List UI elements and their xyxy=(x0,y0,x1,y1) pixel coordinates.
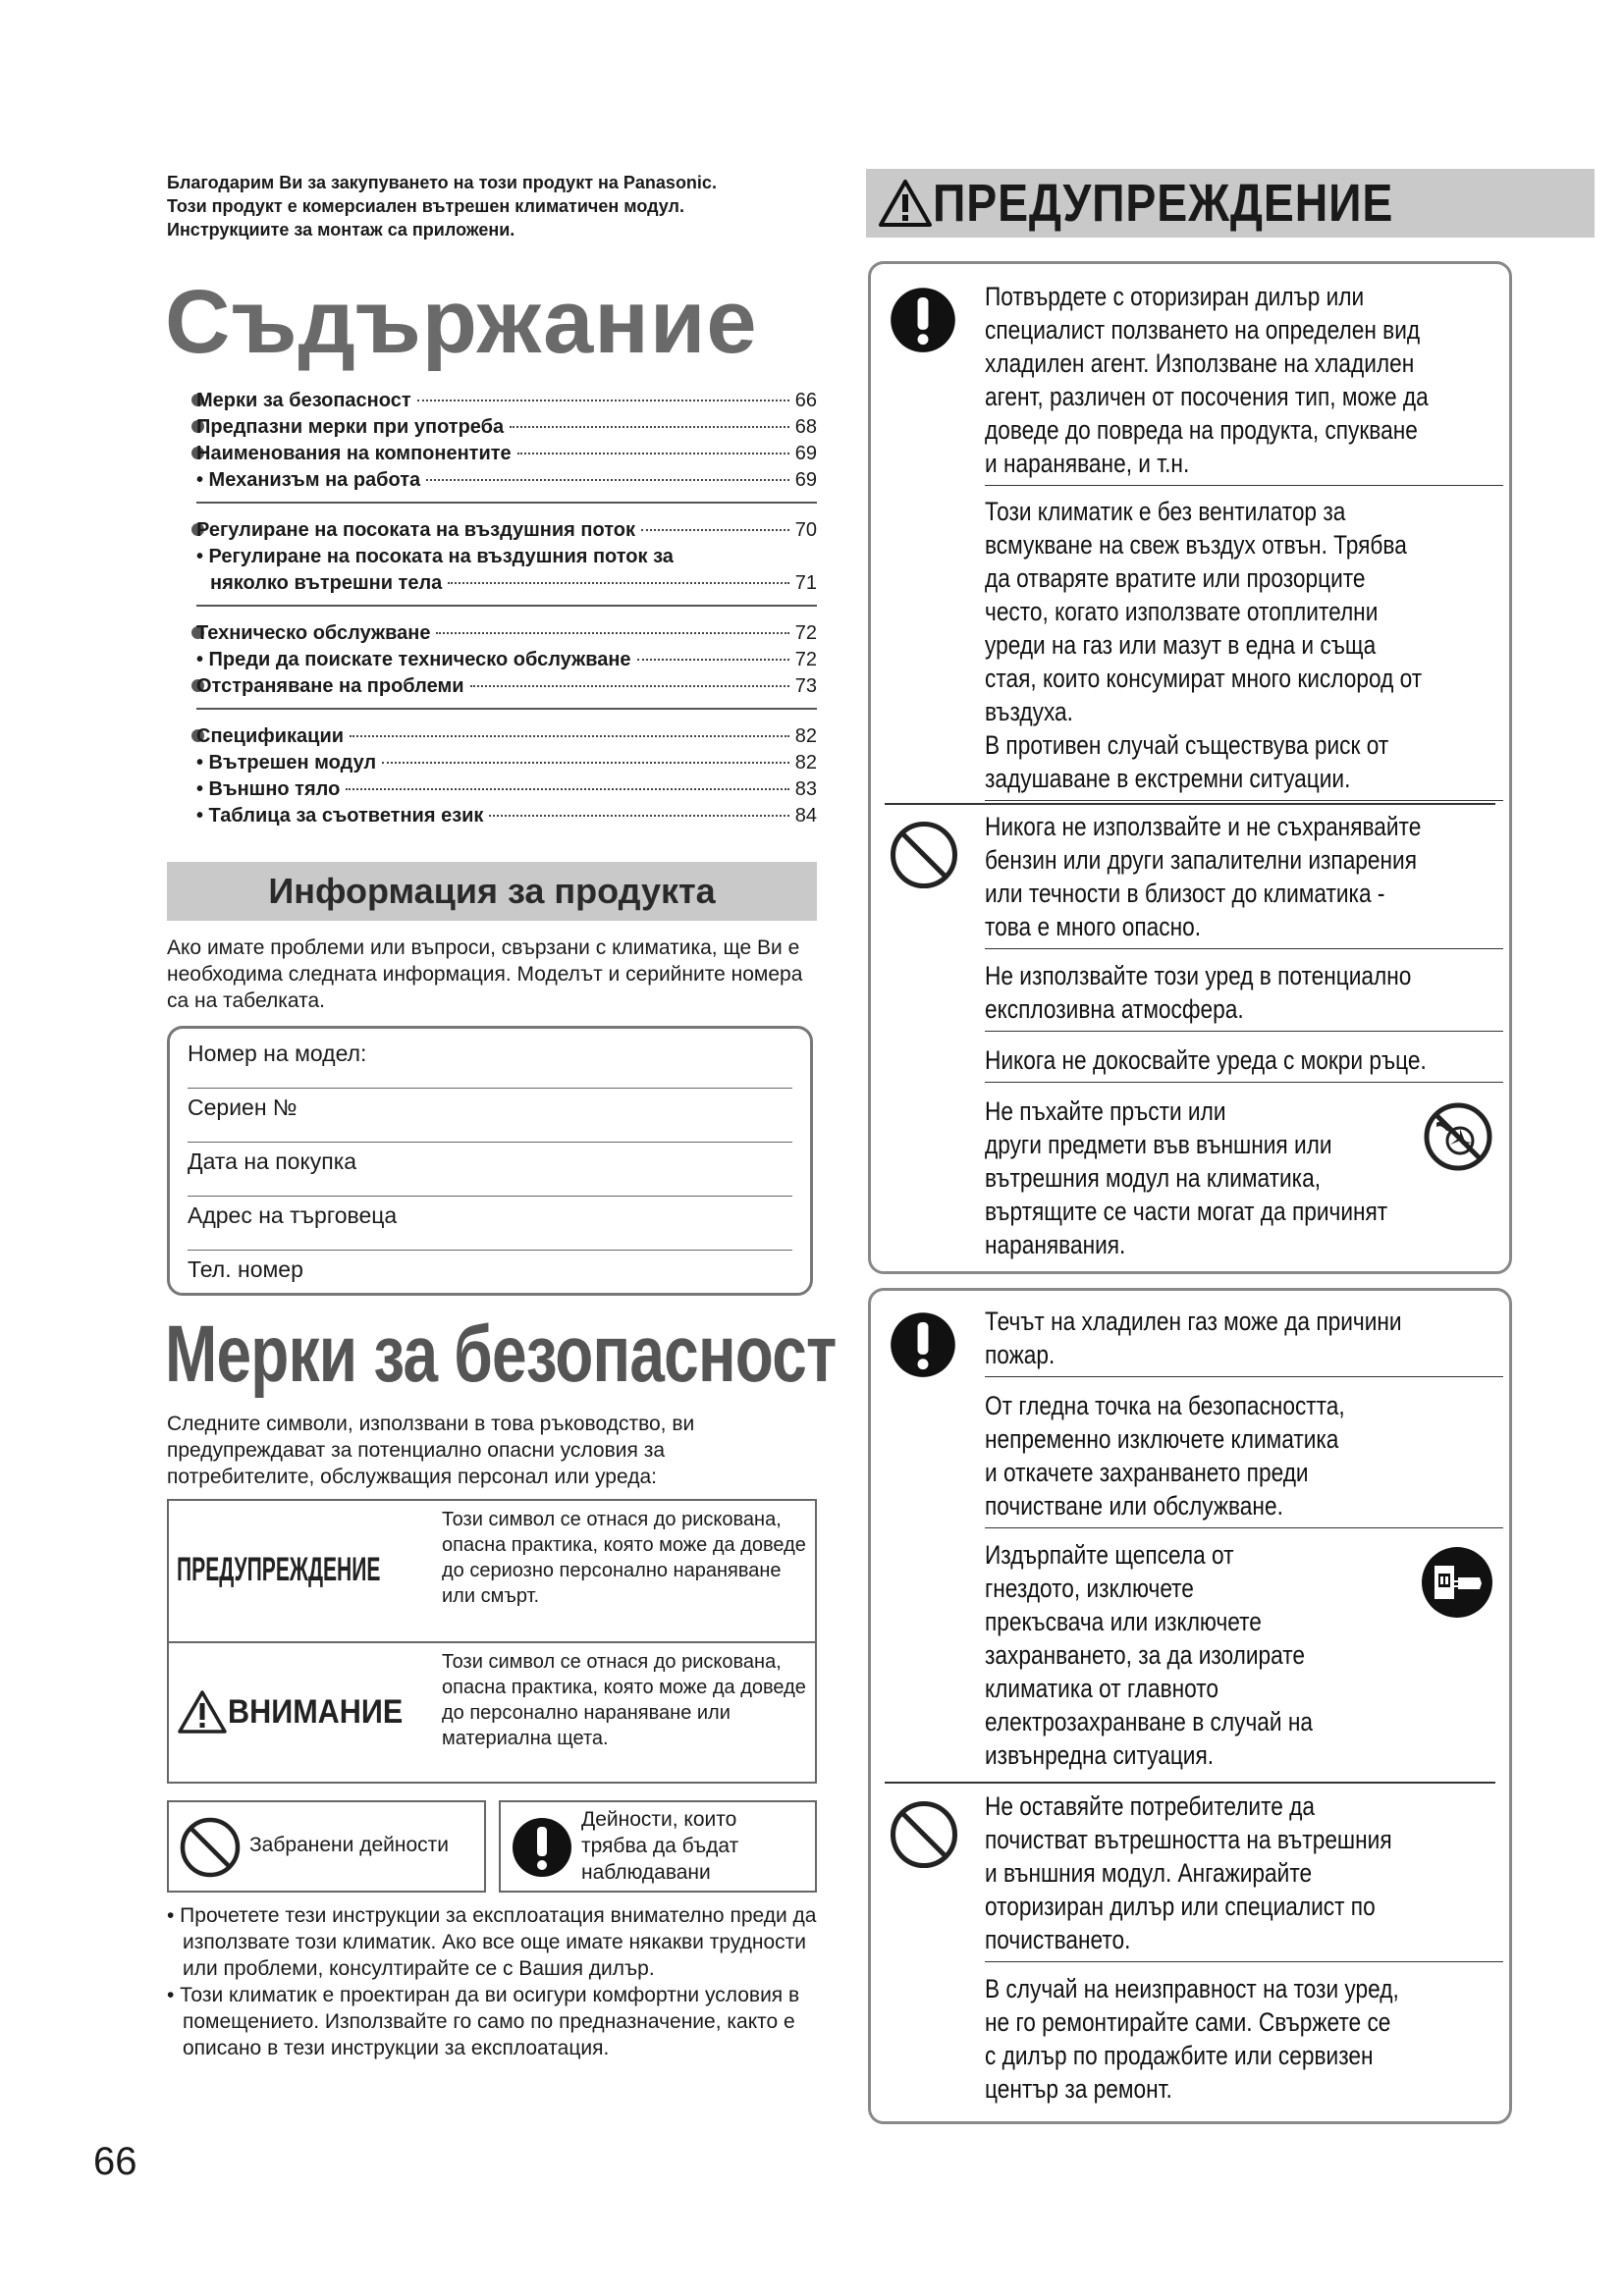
toc-entry[interactable] xyxy=(196,647,817,673)
text-line: извънредна ситуация. xyxy=(985,1740,1215,1770)
warning-paragraph xyxy=(985,1789,1503,1962)
product-info-text: Ако имате проблеми или въпроси, свързани с климатика, ще Ви е необходима следната информация. Моделът и серийните номера са на табелката. xyxy=(167,936,803,1012)
text-line: често, когато използвате отоплителни xyxy=(985,597,1379,626)
text-line: Издърпайте щепсела от xyxy=(985,1540,1234,1570)
symbol-warning-word: ПРЕДУПРЕЖДЕНИЕ xyxy=(177,1550,381,1588)
intro-line: Инструкциите за монтаж са приложени. xyxy=(167,220,515,240)
phone-field[interactable]: Тел. номер xyxy=(188,1256,303,1282)
toc-label: Регулиране на посоката на въздушния поток xyxy=(196,519,635,541)
text-line: климатика от главното xyxy=(985,1674,1219,1703)
toc-entry[interactable] xyxy=(196,803,817,829)
text-line: и нараняване, и т.н. xyxy=(985,449,1190,478)
warning-paragraph xyxy=(985,1305,1503,1377)
text-line: почистване или обслужване. xyxy=(985,1491,1283,1521)
text-line: хладилен агент. Използване на хладилен xyxy=(985,348,1415,378)
text-line: пожар. xyxy=(985,1340,1056,1369)
warning-paragraph xyxy=(985,810,1503,949)
symbol-caution-desc: Този символ се отнася до рискована, опасна практика, която може да доведе до персонално нараняване или материална щета. xyxy=(442,1651,806,1749)
contents-title: Съдържание xyxy=(165,272,758,372)
warning-paragraph xyxy=(985,495,1503,801)
text-line: въздуха. xyxy=(985,697,1073,726)
dealer-address-field[interactable]: Адрес на търговеца xyxy=(188,1196,792,1251)
text-line: непременно изключете климатика xyxy=(985,1424,1339,1454)
toc-label: Отстраняване на проблеми xyxy=(196,675,464,697)
note-item: • Този климатик е проектиран да ви осигури комфортни условия в помещението. Използвайте го само по предназначение, както е описано в тези инструкции за експлоатация. xyxy=(167,1984,800,2059)
section-divider xyxy=(885,1782,1495,1784)
prohibited-icon xyxy=(179,1816,242,1879)
intro-line: Този продукт е комерсиален вътрешен климатичен модул. xyxy=(167,196,684,216)
symbol-row-warning xyxy=(169,1501,815,1643)
toc-label: • Преди да поискате техническо обслужване xyxy=(196,649,631,670)
warning-triangle-icon xyxy=(878,179,933,228)
toc-label: Наименования на компонентите xyxy=(196,443,512,464)
warning-paragraph xyxy=(985,1972,1503,2110)
mandatory-legend xyxy=(499,1800,817,1893)
toc-entry[interactable] xyxy=(196,570,817,597)
section-divider xyxy=(885,803,1495,805)
toc-entry[interactable] xyxy=(196,441,817,467)
safety-intro: Следните символи, използвани в това ръководство, ви предупреждават за потенциално опасни условия за потребителите, обслужващия персонал или уреда: xyxy=(167,1413,695,1488)
symbol-row-caution xyxy=(169,1643,815,1784)
symbol-warning xyxy=(177,1540,442,1599)
warning-heading-bar xyxy=(866,169,1595,238)
symbol-caution xyxy=(177,1682,442,1741)
text-line: център за ремонт. xyxy=(985,2074,1172,2104)
mandatory-label: Дейности, които трябва да бъдат наблюдавани xyxy=(581,1808,739,1884)
text-line: Течът на хладилен газ може да причини xyxy=(985,1307,1402,1336)
text-line: стая, които консумират много кислород от xyxy=(985,664,1423,693)
text-line: захранването, за да изолирате xyxy=(985,1640,1306,1670)
text-line: специалист ползването на определен вид xyxy=(985,315,1421,345)
toc-entry[interactable] xyxy=(196,544,817,570)
unplug-icon xyxy=(1419,1544,1495,1621)
text-line: електрозахранване в случай на xyxy=(985,1707,1314,1736)
toc-page: 82 xyxy=(794,725,817,747)
toc-label: Мерки за безопасност xyxy=(196,390,411,411)
text-line: въртящите се части могат да причинят xyxy=(985,1197,1388,1226)
exclamation-icon xyxy=(511,1816,573,1879)
text-line: бензин или други запалителни изпарения xyxy=(985,845,1418,875)
toc-group xyxy=(196,723,817,837)
text-line: Никога не докосвайте уреда с мокри ръце. xyxy=(985,1045,1427,1075)
text-line: задушаване в екстремни ситуации. xyxy=(985,764,1351,793)
toc-label: Техническо обслужване xyxy=(196,622,431,644)
toc-page: 70 xyxy=(794,519,817,541)
text-line: Потвърдете с оторизиран дилър или xyxy=(985,282,1365,311)
toc-page: 66 xyxy=(794,390,817,411)
intro-line: Благодарим Ви за закупуването на този продукт на Panasonic. xyxy=(167,173,717,192)
text-line: почистват вътрешността на вътрешния xyxy=(985,1825,1392,1854)
toc-label: • Таблица за съответния език xyxy=(196,805,484,827)
toc-entry[interactable] xyxy=(196,723,817,750)
toc-page: 84 xyxy=(794,805,817,827)
toc-label: няколко вътрешни тела xyxy=(210,572,443,594)
text-line: оторизиран дилър или специалист по xyxy=(985,1892,1376,1921)
warning-paragraph xyxy=(985,1043,1503,1083)
text-line: с дилър по продажбите или сервизен xyxy=(985,2041,1374,2070)
text-line: Не пъхайте пръсти или xyxy=(985,1096,1226,1126)
safety-heading: Мерки за безопасност xyxy=(165,1309,837,1399)
text-line: експлозивна атмосфера. xyxy=(985,994,1244,1024)
toc-entry[interactable] xyxy=(196,517,817,544)
toc-page: 72 xyxy=(794,649,817,670)
toc-entry[interactable] xyxy=(196,750,817,776)
warning-paragraph xyxy=(985,959,1503,1032)
text-line: агент, различен от посочения тип, може да xyxy=(985,382,1429,411)
exclamation-icon xyxy=(889,286,957,354)
toc-entry[interactable] xyxy=(196,620,817,647)
toc-entry[interactable] xyxy=(196,776,817,803)
usage-notes xyxy=(167,1902,820,2061)
toc-label: • Механизъм на работа xyxy=(196,469,421,491)
toc-page: 83 xyxy=(794,778,817,800)
text-line: вътрешния модул на климатика, xyxy=(985,1163,1321,1193)
toc-entry[interactable] xyxy=(196,388,817,414)
prohibited-icon xyxy=(889,1799,959,1870)
symbol-caution-word: ВНИМАНИЕ xyxy=(228,1692,404,1731)
toc-page: 69 xyxy=(794,469,817,491)
warning-heading: ПРЕДУПРЕЖДЕНИЕ xyxy=(933,174,1394,233)
toc-entry[interactable] xyxy=(196,673,817,700)
toc-group xyxy=(196,517,817,607)
warning-box-1 xyxy=(868,261,1512,1274)
toc-page: 82 xyxy=(794,752,817,774)
text-line: да отваряте вратите или прозорците xyxy=(985,563,1366,593)
toc-label: Спецификации xyxy=(196,725,345,747)
table-of-contents xyxy=(196,388,817,851)
text-line: и външния модул. Ангажирайте xyxy=(985,1858,1313,1888)
toc-page: 69 xyxy=(794,443,817,464)
forbidden-label: Забранени дейности xyxy=(249,1834,449,1856)
text-line: други предмети във външния или xyxy=(985,1130,1332,1159)
product-info-form xyxy=(167,1026,813,1296)
toc-group xyxy=(196,388,817,504)
forbidden-legend xyxy=(167,1800,486,1893)
purchase-date-field[interactable]: Дата на покупка xyxy=(188,1142,792,1197)
page-number: 66 xyxy=(93,2140,137,2183)
text-line: не го ремонтирайте сами. Свържете се xyxy=(985,2007,1391,2037)
serial-number-field[interactable]: Сериен № xyxy=(188,1088,792,1143)
text-line: гнездото, изключете xyxy=(985,1574,1194,1603)
text-line: наранявания. xyxy=(985,1230,1126,1259)
text-line: уреди на газ или мазут в една и съща xyxy=(985,630,1377,660)
symbol-table xyxy=(167,1499,817,1784)
toc-page: 68 xyxy=(794,416,817,438)
no-fingers-in-fan-icon xyxy=(1419,1101,1497,1172)
toc-page: 72 xyxy=(794,622,817,644)
text-line: В случай на неизправност на този уред, xyxy=(985,1974,1399,2003)
text-line: това е много опасно. xyxy=(985,912,1202,941)
text-line: или течности в близост до климатика - xyxy=(985,879,1385,908)
symbol-warning-desc: Този символ се отнася до рискована, опасна практика, която може да доведе до сериозно персонално нараняване или смърт. xyxy=(442,1509,806,1607)
exclamation-icon xyxy=(889,1310,957,1379)
text-line: Никога не използвайте и не съхранявайте xyxy=(985,812,1422,841)
warning-triangle-icon xyxy=(177,1689,228,1735)
toc-label: Предпазни мерки при употреба xyxy=(196,416,505,438)
note-item: • Прочетете тези инструкции за експлоатация внимателно преди да използвате този климатик. Ако все още имате някакви трудности или проблеми, консултирайте се с Вашия дилър. xyxy=(167,1904,817,1980)
text-line: и откачете захранването преди xyxy=(985,1458,1309,1487)
text-line: От гледна точка на безопасността, xyxy=(985,1391,1345,1420)
text-line: Не използвайте този уред в потенциално xyxy=(985,961,1412,990)
toc-label: • Вътрешен модул xyxy=(196,752,377,774)
warning-paragraph xyxy=(985,1389,1503,1528)
toc-label: • Регулиране на посоката на въздушния поток за xyxy=(196,546,674,567)
text-line: прекъсвача или изключете xyxy=(985,1607,1262,1636)
text-line: Този климатик е без вентилатор за xyxy=(985,497,1346,526)
prohibited-icon xyxy=(889,820,959,890)
text-line: Не оставяйте потребителите да xyxy=(985,1791,1315,1821)
product-info-heading: Информация за продукта xyxy=(167,862,817,921)
toc-group xyxy=(196,620,817,710)
model-number-field[interactable]: Номер на модел: xyxy=(188,1034,792,1089)
text-line: почистването. xyxy=(985,1925,1131,1954)
text-line: В противен случай съществува риск от xyxy=(985,730,1389,760)
warning-box-2 xyxy=(868,1288,1512,2124)
toc-label: • Външно тяло xyxy=(196,778,341,800)
text-line: всмукване на свеж въздух отвън. Трябва xyxy=(985,530,1407,560)
warning-paragraph xyxy=(985,280,1503,486)
intro-text xyxy=(167,171,835,241)
text-line: доведе до повреда на продукта, спукване xyxy=(985,415,1418,445)
toc-entry[interactable] xyxy=(196,467,817,494)
toc-entry[interactable] xyxy=(196,414,817,441)
toc-page: 71 xyxy=(794,572,817,594)
toc-page: 73 xyxy=(794,675,817,697)
